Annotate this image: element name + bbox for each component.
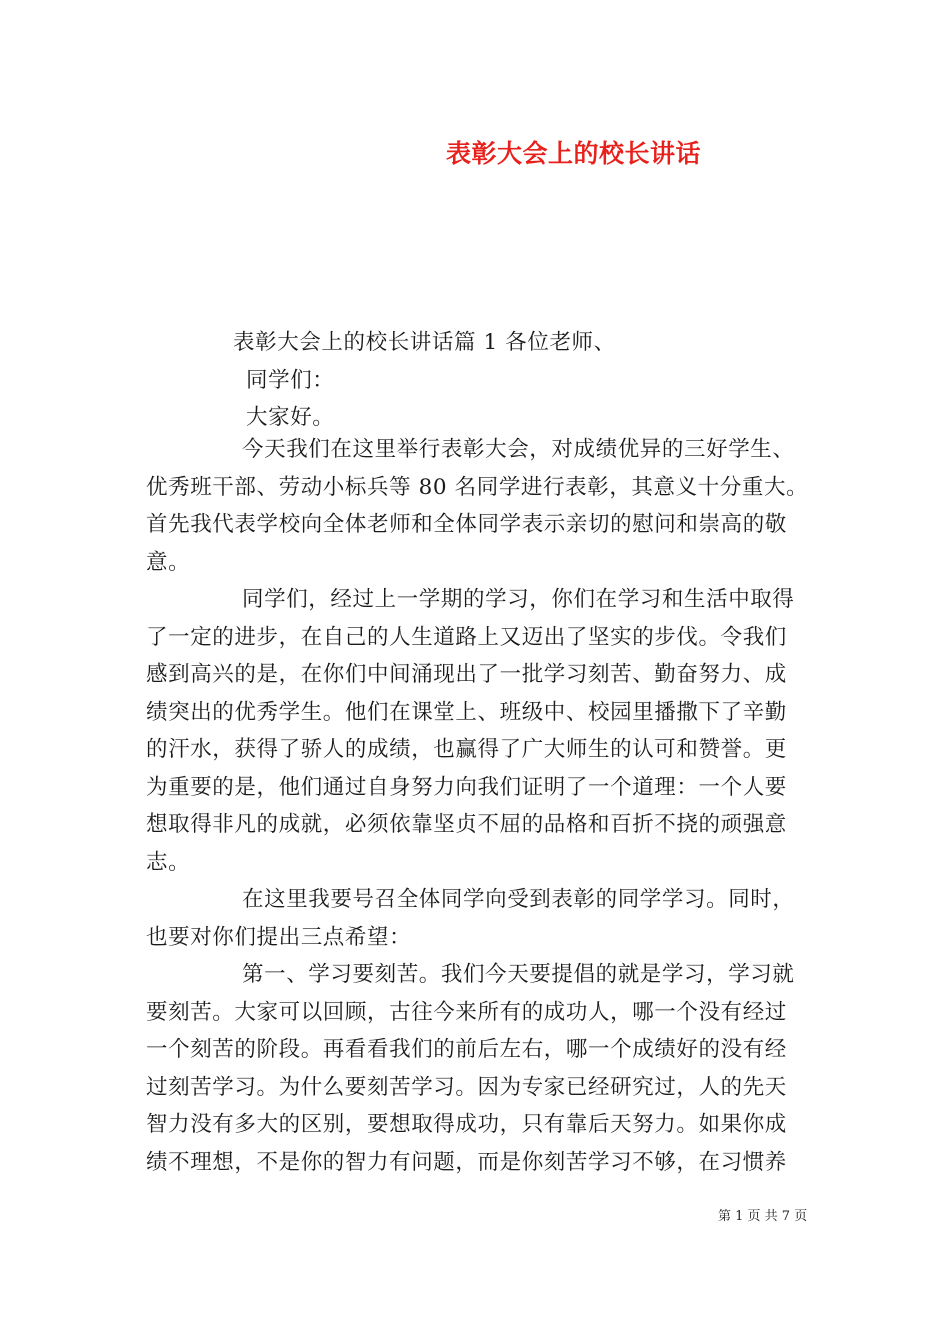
paragraph-line: 了一定的进步，在自己的人生道路上又迈出了坚实的步伐。令我们 xyxy=(146,624,787,650)
paragraph-line: 今天我们在这里举行表彰大会，对成绩优异的三好学生、 xyxy=(242,437,795,462)
body-text xyxy=(146,431,810,1181)
paragraph-line: 优秀班干部、劳动小标兵等 80 名同学进行表彰，其意义十分重大。 xyxy=(146,474,809,500)
paragraph-line: 为重要的是，他们通过自身努力向我们证明了一个道理：一个人要 xyxy=(146,774,787,800)
page-number-footer: 第 1 页 共 7 页 xyxy=(718,1209,808,1224)
paragraph-line: 绩不理想，不是你的智力有问题，而是你刻苦学习不够，在习惯养 xyxy=(146,1149,787,1175)
paragraph-line: 要刻苦。大家可以回顾，古往今来所有的成功人，哪一个没有经过 xyxy=(146,999,787,1025)
paragraph-line: 也要对你们提出三点希望： xyxy=(146,924,412,950)
greeting-line-1: 同学们： xyxy=(246,368,335,393)
paragraph-line: 的汗水，获得了骄人的成绩，也赢得了广大师生的认可和赞誉。更 xyxy=(146,737,787,762)
paragraph-line: 第一、学习要刻苦。我们今天要提倡的就是学习，学习就 xyxy=(242,962,795,987)
paragraph-line: 想取得非凡的成就，必须依靠坚贞不屈的品格和百折不挠的顽强意 xyxy=(146,812,787,837)
paragraph-line: 一个刻苦的阶段。再看看我们的前后左右，哪一个成绩好的没有经 xyxy=(146,1037,787,1062)
paragraph-line: 绩突出的优秀学生。他们在课堂上、班级中、校园里播撒下了辛勤 xyxy=(146,699,787,725)
greeting-line-2: 大家好。 xyxy=(246,405,335,430)
paragraph-line: 感到高兴的是，在你们中间涌现出了一批学习刻苦、勤奋努力、成 xyxy=(146,662,787,687)
paragraph-line: 在这里我要号召全体同学向受到表彰的同学学习。同时， xyxy=(242,887,795,912)
paragraph-line: 意。 xyxy=(146,549,191,575)
paragraph-line: 首先我代表学校向全体老师和全体同学表示亲切的慰问和崇高的敬 xyxy=(146,512,787,537)
paragraph-line: 同学们，经过上一学期的学习，你们在学习和生活中取得 xyxy=(242,587,795,612)
paragraph-line: 志。 xyxy=(146,849,191,875)
document-title: 表彰大会上的校长讲话 xyxy=(446,139,702,168)
paragraph-line: 智力没有多大的区别，要想取得成功，只有靠后天努力。如果你成 xyxy=(146,1112,787,1137)
intro-line: 表彰大会上的校长讲话篇 1 各位老师、 xyxy=(233,330,616,355)
paragraph-line: 过刻苦学习。为什么要刻苦学习。因为专家已经研究过，人的先天 xyxy=(146,1074,787,1100)
